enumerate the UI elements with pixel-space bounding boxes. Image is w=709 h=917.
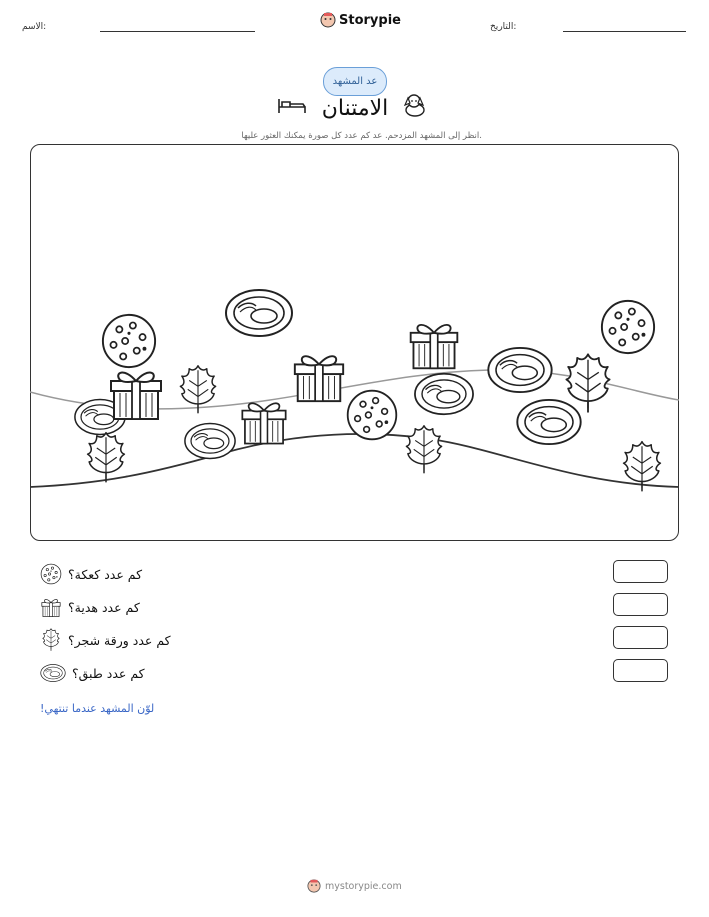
ground-line bbox=[30, 434, 679, 487]
color-instruction: لوّن المشهد عندما تنتهي! bbox=[40, 702, 155, 715]
plate bbox=[517, 399, 580, 443]
plate bbox=[414, 373, 472, 413]
footer-site[interactable]: mystorypie.com bbox=[325, 880, 402, 892]
instructions: انظر إلى المشهد المزدحم. عد كم عدد كل صورة يمكنك العثور عليها. bbox=[241, 131, 482, 141]
cookie-icon bbox=[40, 563, 62, 585]
leaf bbox=[566, 354, 609, 412]
answer-box-cookie[interactable] bbox=[613, 560, 668, 583]
gift bbox=[410, 324, 457, 367]
leaf bbox=[87, 432, 124, 481]
cookie bbox=[347, 390, 396, 439]
brand-logo bbox=[320, 12, 401, 28]
storypie-mascot-icon bbox=[307, 879, 321, 893]
plate bbox=[226, 290, 292, 336]
question-text: كم عدد طبق؟ bbox=[72, 665, 145, 681]
counting-scene bbox=[30, 144, 679, 541]
name-line[interactable] bbox=[100, 31, 255, 32]
question-text: كم عدد هدية؟ bbox=[68, 599, 140, 615]
gift bbox=[111, 372, 161, 418]
answer-box-leaf[interactable] bbox=[613, 626, 668, 649]
gift-icon bbox=[40, 596, 62, 618]
dog-icon bbox=[400, 92, 430, 118]
date-label: التاريخ: bbox=[490, 22, 517, 32]
gift bbox=[294, 356, 342, 401]
activity-badge: عد المشهد bbox=[323, 67, 387, 96]
cookie bbox=[601, 300, 653, 352]
question-plate bbox=[40, 661, 200, 685]
answer-box-plate[interactable] bbox=[613, 659, 668, 682]
question-cookie bbox=[40, 562, 200, 586]
leaf-icon bbox=[40, 628, 62, 652]
plate bbox=[184, 423, 234, 458]
page-title: الامتنان bbox=[321, 96, 389, 121]
brand-name: Storypie bbox=[339, 12, 401, 28]
name-label: الاسم: bbox=[22, 22, 47, 32]
leaf bbox=[180, 365, 215, 412]
scene-illustration bbox=[30, 144, 679, 541]
storypie-mascot-icon bbox=[320, 12, 336, 28]
answer-box-gift[interactable] bbox=[613, 593, 668, 616]
bed-icon bbox=[276, 93, 308, 117]
cookie bbox=[102, 314, 154, 366]
gift bbox=[242, 403, 285, 443]
footer bbox=[307, 879, 402, 893]
leaf bbox=[406, 425, 441, 472]
question-text: كم عدد كعكة؟ bbox=[68, 566, 143, 582]
plate-icon bbox=[40, 663, 66, 683]
date-line[interactable] bbox=[563, 31, 686, 32]
question-leaf bbox=[40, 628, 200, 652]
plate bbox=[488, 347, 551, 391]
question-gift bbox=[40, 595, 200, 619]
question-text: كم عدد ورقة شجر؟ bbox=[68, 632, 171, 648]
